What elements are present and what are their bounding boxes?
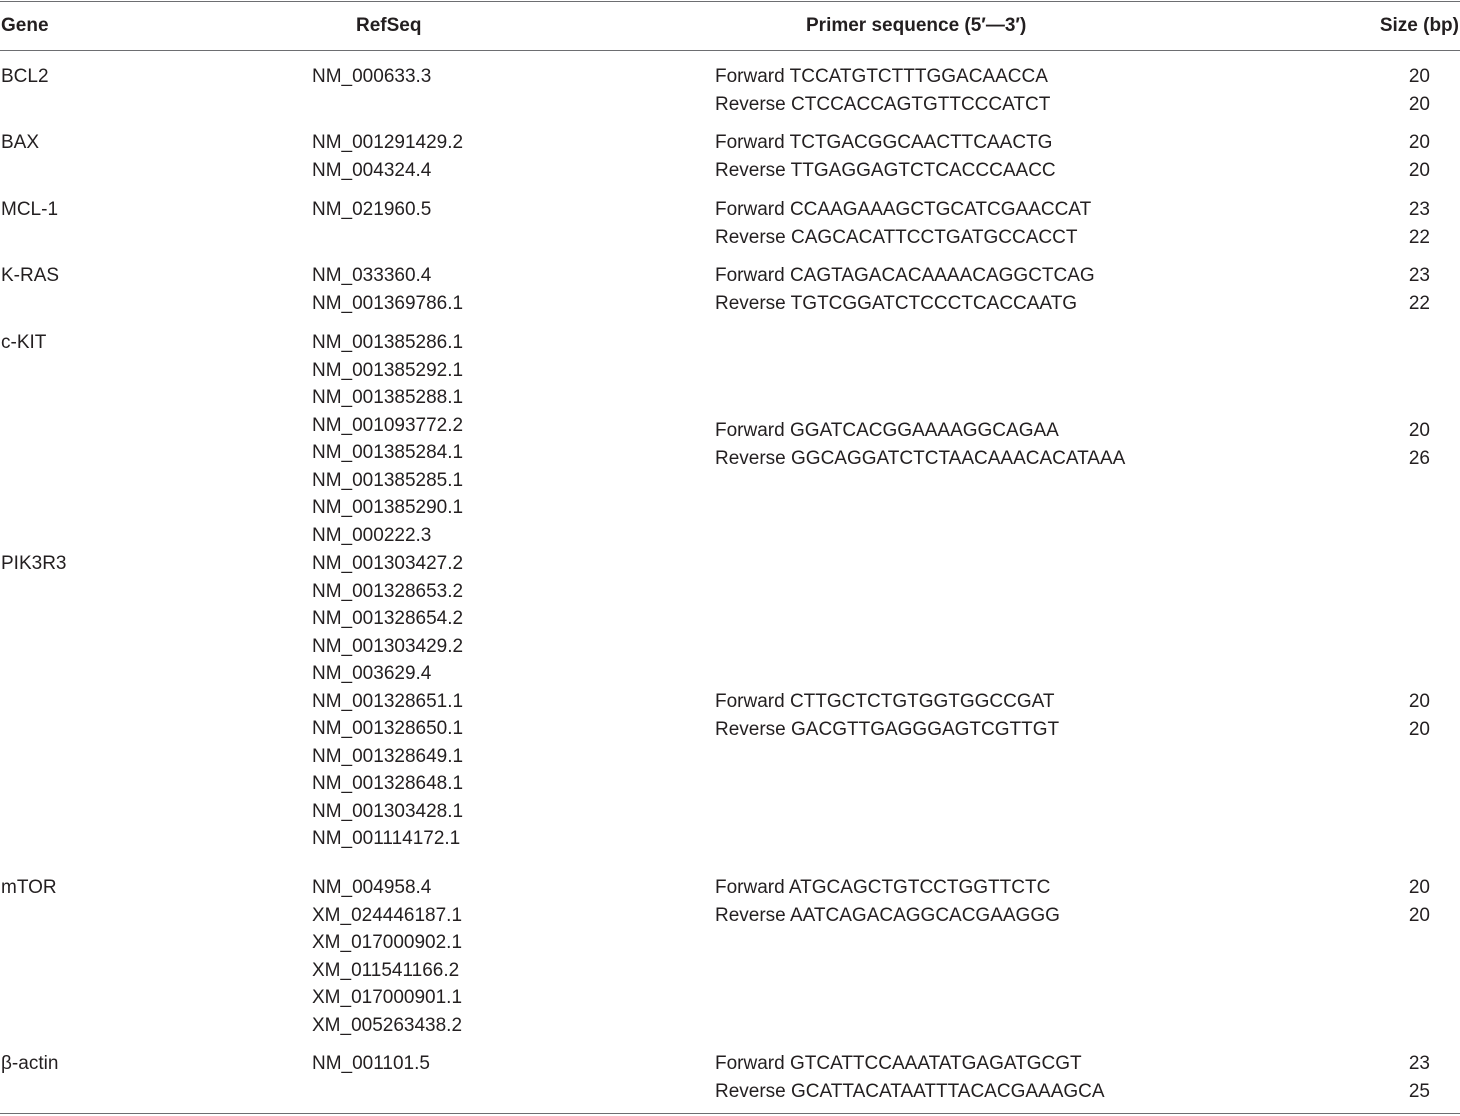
primer-cell — [715, 1050, 1105, 1105]
refseq-accession: XM_017000902.1 — [312, 932, 463, 953]
refseq-accession: NM_001385285.1 — [312, 469, 464, 491]
refseq-cell — [312, 550, 463, 853]
header-gene: Gene — [1, 15, 49, 36]
refseq-accession: NM_001328651.1 — [312, 690, 464, 712]
refseq-accession: NM_004958.4 — [312, 877, 432, 898]
refseq-accession: NM_001328654.2 — [312, 608, 464, 629]
forward-primer: Forward CAGTAGACACAAAACAGGCTCAG — [715, 265, 1095, 286]
refseq-accession: NM_001114172.1 — [312, 828, 461, 849]
size-cell — [1409, 417, 1430, 472]
refseq-accession: XM_024446187.1 — [312, 904, 463, 926]
size-cell — [1409, 129, 1430, 184]
reverse-primer: Reverse AATCAGACAGGCACGAAGGG — [715, 904, 1060, 926]
refseq-accession: NM_001328653.2 — [312, 580, 464, 602]
size-cell — [1409, 196, 1430, 251]
refseq-cell — [312, 1050, 430, 1078]
reverse-size: 20 — [1408, 718, 1430, 740]
gene-cell: MCL-1 — [1, 199, 59, 220]
reverse-size: 20 — [1408, 904, 1430, 926]
gene-cell: mTOR — [1, 877, 57, 898]
table-header-rule — [0, 50, 1460, 51]
reverse-primer: Reverse CTCCACCAGTGTTCCCATCT — [715, 93, 1051, 115]
forward-primer: Forward GGATCACGGAAAAGGCAGAA — [715, 420, 1059, 441]
primer-cell — [715, 63, 1050, 118]
forward-primer: Forward CCAAGAAAGCTGCATCGAACCAT — [715, 199, 1092, 220]
reverse-size: 26 — [1408, 447, 1430, 469]
gene-cell: BAX — [1, 132, 40, 153]
forward-size: 20 — [1408, 66, 1430, 87]
forward-size: 23 — [1408, 265, 1430, 286]
reverse-primer: Reverse TTGAGGAGTCTCACCCAACC — [715, 159, 1056, 181]
reverse-primer: Reverse GGCAGGATCTCTAACAAACACATAAA — [715, 447, 1126, 469]
gene-cell: β-actin — [1, 1053, 59, 1074]
header-size: Size (bp) — [1379, 15, 1459, 36]
reverse-size: 20 — [1408, 93, 1430, 115]
gene-cell: K-RAS — [1, 265, 60, 286]
reverse-primer: Reverse TGTCGGATCTCCCTCACCAATG — [715, 292, 1078, 314]
refseq-accession: NM_001385286.1 — [312, 332, 464, 353]
forward-primer: Forward TCCATGTCTTTGGACAACCA — [715, 66, 1048, 87]
refseq-accession: NM_033360.4 — [312, 265, 432, 286]
primer-cell — [715, 196, 1091, 251]
reverse-size: 22 — [1408, 226, 1430, 248]
refseq-cell — [312, 262, 463, 317]
reverse-size: 20 — [1408, 159, 1430, 181]
forward-primer: Forward TCTGACGGCAACTTCAACTG — [715, 132, 1053, 153]
size-cell — [1409, 688, 1430, 743]
header-primer-sequence: Primer sequence (5′—3′) — [806, 15, 1027, 36]
size-cell — [1409, 63, 1430, 118]
refseq-cell — [312, 196, 431, 224]
refseq-accession: NM_001385284.1 — [312, 442, 464, 463]
primer-cell — [715, 129, 1056, 184]
refseq-cell — [312, 63, 431, 91]
header-refseq: RefSeq — [356, 15, 422, 36]
refseq-accession: NM_001093772.2 — [312, 414, 464, 436]
refseq-accession: NM_004324.4 — [312, 159, 432, 181]
forward-size: 20 — [1408, 877, 1430, 898]
gene-cell: PIK3R3 — [1, 553, 67, 574]
refseq-accession: NM_001291429.2 — [312, 132, 464, 153]
forward-size: 20 — [1408, 691, 1430, 712]
forward-primer: Forward ATGCAGCTGTCCTGGTTCTC — [715, 877, 1051, 898]
refseq-accession: NM_001385292.1 — [312, 359, 464, 381]
reverse-primer: Reverse GCATTACATAATTTACACGAAAGCA — [715, 1080, 1105, 1102]
refseq-accession: NM_001385288.1 — [312, 387, 464, 408]
table-header-row — [0, 0, 1460, 50]
refseq-accession: NM_001328648.1 — [312, 773, 464, 794]
refseq-accession: NM_001328649.1 — [312, 745, 464, 767]
refseq-accession: NM_001303429.2 — [312, 635, 464, 657]
refseq-accession: NM_000222.3 — [312, 524, 432, 546]
forward-size: 20 — [1408, 132, 1430, 153]
refseq-accession: NM_001101.5 — [312, 1053, 430, 1074]
refseq-accession: NM_000633.3 — [312, 66, 432, 87]
refseq-cell — [312, 129, 463, 184]
size-cell — [1409, 1050, 1430, 1105]
refseq-accession: NM_001303428.1 — [312, 800, 464, 822]
primer-cell — [715, 874, 1060, 929]
forward-size: 20 — [1408, 420, 1430, 441]
forward-primer: Forward GTCATTCCAAATATGAGATGCGT — [715, 1053, 1082, 1074]
forward-size: 23 — [1408, 199, 1430, 220]
refseq-accession: NM_003629.4 — [312, 663, 432, 684]
refseq-accession: NM_001369786.1 — [312, 292, 464, 314]
refseq-accession: XM_017000901.1 — [312, 987, 463, 1008]
size-cell — [1409, 262, 1430, 317]
refseq-accession: XM_011541166.2 — [312, 959, 460, 981]
forward-primer: Forward CTTGCTCTGTGGTGGCCGAT — [715, 691, 1055, 712]
reverse-size: 25 — [1408, 1080, 1430, 1102]
refseq-cell — [312, 329, 463, 549]
table-bottom-rule — [0, 1113, 1460, 1114]
refseq-accession: XM_005263438.2 — [312, 1014, 463, 1036]
gene-cell: c-KIT — [1, 332, 47, 353]
refseq-cell — [312, 874, 462, 1039]
reverse-size: 22 — [1408, 292, 1430, 314]
forward-size: 23 — [1408, 1053, 1430, 1074]
primer-cell — [715, 417, 1125, 472]
primer-cell — [715, 262, 1095, 317]
gene-cell: BCL2 — [1, 66, 49, 87]
refseq-accession: NM_001303427.2 — [312, 553, 464, 574]
reverse-primer: Reverse CAGCACATTCCTGATGCCACCT — [715, 226, 1078, 248]
reverse-primer: Reverse GACGTTGAGGGAGTCGTTGT — [715, 718, 1060, 740]
primer-cell — [715, 688, 1059, 743]
size-cell — [1409, 874, 1430, 929]
refseq-accession: NM_021960.5 — [312, 199, 432, 220]
refseq-accession: NM_001385290.1 — [312, 497, 464, 518]
refseq-accession: NM_001328650.1 — [312, 718, 464, 739]
